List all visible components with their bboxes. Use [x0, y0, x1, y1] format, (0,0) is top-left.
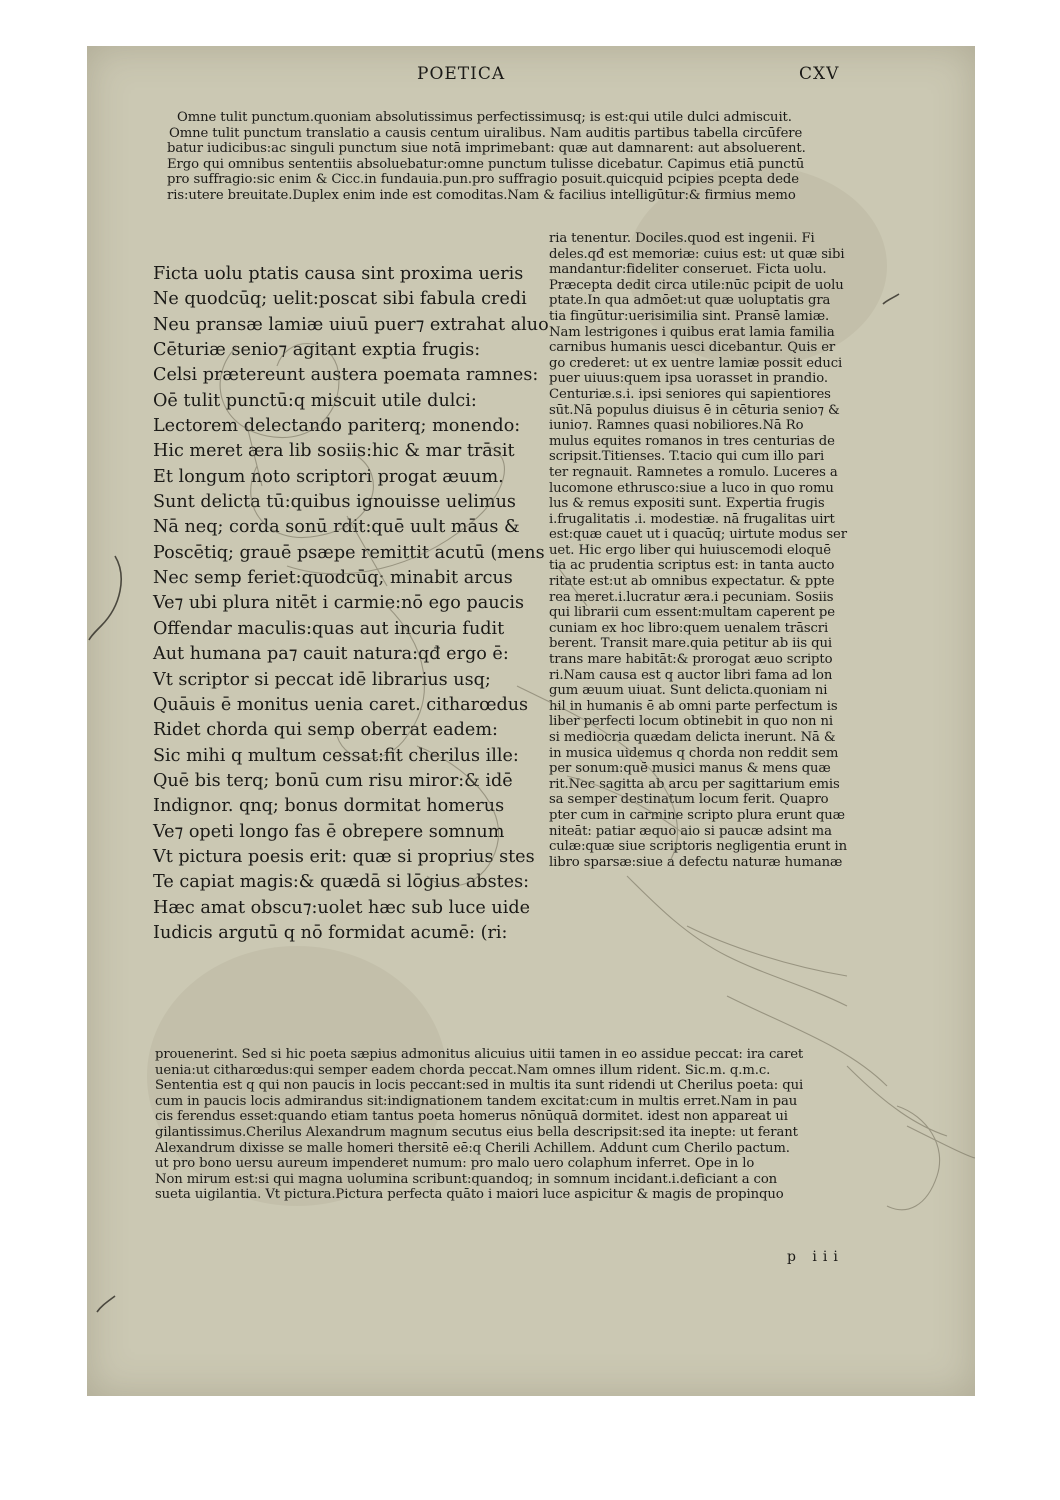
verse-line: Sic mihi q multum cessat:fit cherilus ille: — [153, 745, 519, 766]
commentary-line: prouenerint. Sed si hic poeta sæpius admonitus alicuius uitii tamen in eo assidue peccat: ira caret — [155, 1047, 804, 1062]
commentary-top — [167, 110, 806, 204]
verse-line: Te capiat magis:& quædā si lōgius abstes: — [153, 872, 530, 893]
commentary-line: sueta uigilantia. Vt pictura.Pictura perfecta quāto i maiori luce aspicitur & magis de propinquo — [155, 1187, 784, 1203]
commentary-line: go crederet: ut ex uentre lamiæ possit educi — [549, 355, 843, 371]
commentary-line: qui librarii cum essent:multam caperent pe — [549, 605, 835, 621]
commentary-line: ri.Nam causa est q auctor libri fama ad lon — [549, 667, 833, 683]
commentary-line: Ergo qui omnibus sententiis absoluebatur:omne punctum tulisse dicebatur. Capimus etiā punctū — [167, 156, 805, 172]
running-head-title: POETICA — [417, 64, 506, 84]
verse-line: Cēturiæ senio⁊ agitant exptia frugis: — [153, 340, 481, 361]
commentary-line: cum in paucis locis admirandus sit:indignationem tandem excitat:cum in multis erret.Nam in pau — [155, 1093, 798, 1109]
commentary-line: tia ac prudentia scriptus est: in tanta aucto — [549, 558, 835, 574]
commentary-line: niteāt: patiar æquo aio si paucæ adsint ma — [549, 823, 832, 839]
commentary-line: Præcepta dedit circa utile:nūc pcipit de uolu — [549, 277, 844, 293]
verse-line: Ficta uolu ptatis causa sint proxima ueris — [153, 264, 524, 284]
commentary-line: Omne tulit punctum.quoniam absolutissimus perfectissimusq; is est:qui utile dulci admiscuit. — [177, 110, 792, 125]
commentary-line: batur iudicibus:ac singuli punctum siue notā imprimebant: quæ aut damnarent: aut absoluerent. — [167, 141, 806, 157]
verse-text-block — [153, 262, 549, 946]
commentary-line: lus & remus expositi sunt. Expertia frugis — [549, 496, 825, 512]
verse-line: Nec semp feriet:quodcūq; minabit arcus — [153, 568, 513, 589]
commentary-line: trans mare habitāt:& prorogat æuo scripto — [549, 652, 833, 668]
commentary-line: Centuriæ.s.i. ipsi seniores qui sapientiores — [549, 386, 831, 402]
verse-line: Quāuis ē monitus uenia caret. citharœdus — [153, 694, 529, 715]
signature-mark: p iii — [787, 1249, 844, 1265]
verse-line: Ve⁊ ubi plura nitēt i carmie:nō ego paucis — [153, 593, 525, 614]
commentary-line: cis ferendus esset:quando etiam tantus poeta homerus nōnūquā dormitet. idest non appareat ui — [155, 1109, 788, 1125]
commentary-line: hil in humanis ē ab omni parte perfectum is — [549, 698, 838, 714]
verse-line: Nā neq; corda sonū rdit:quē uult māus & — [153, 517, 520, 538]
commentary-line: i.frugalitatis .i. modestiæ. nā frugalitas uirt — [549, 511, 835, 527]
folio-number: CXV — [799, 64, 840, 84]
commentary-line: pro suffragio:sic enim & Cicc.in fundauia.pun.pro suffragio posuit.quicquid pcipies pcepta dede — [167, 172, 799, 188]
verse-line: Poscētiq; grauē psæpe remittit acutū (mens — [153, 542, 545, 563]
commentary-line: puer uiuus:quem ipsa uorasset in prandio. — [549, 371, 828, 387]
verse-line: Lectorem delectando pariterq; monendo: — [153, 416, 521, 437]
commentary-line: gilantissimus.Cherilus Alexandrum magnum secutus eius bella descripsit:sed ita inepte: ut ferant — [155, 1124, 798, 1140]
commentary-line: uenia:ut citharœdus:qui semper eadem chorda peccat.Nam omnes illum rident. Sic.m. q.m.c. — [155, 1062, 771, 1078]
verse-line: Aut humana pa⁊ cauit natura:qđ ergo ē: — [153, 644, 509, 665]
commentary-bottom — [155, 1047, 803, 1203]
commentary-line: Omne tulit punctum translatio a causis centum uiralibus. Nam auditis partibus tabella circūfere — [169, 125, 803, 141]
commentary-line: rit.Nec sagitta ab arcu per sagittarium emis — [549, 776, 840, 792]
commentary-line: ut pro bono uersu aureum impenderet numum: pro malo uero colaphum inferret. Ope in lo — [155, 1156, 755, 1172]
commentary-line: cuniam ex hoc libro:quem uenalem trāscri — [549, 620, 829, 636]
verse-line: Et longum noto scriptori progat æuum. — [153, 466, 504, 487]
commentary-line: iunio⁊. Ramnes quasi nobiliores.Nā Ro — [549, 418, 804, 434]
verse-line: Vt scriptor si peccat idē librarius usq; — [153, 669, 491, 690]
verse-line: Ne quodcūq; uelit:poscat sibi fabula credi — [153, 289, 527, 310]
commentary-line: mulus equites romanos in tres centurias de — [549, 433, 835, 449]
verse-line: Ve⁊ opeti longo fas ē obrepere somnum — [153, 821, 505, 842]
verse-line: Iudicis argutū q nō formidat acumē: (ri: — [153, 922, 508, 943]
commentary-line: culæ:quæ siue scriptoris negligentia erunt in — [549, 839, 848, 855]
commentary-line: in musica uidemus q chorda non reddit sem — [549, 745, 839, 761]
commentary-line: gum æuum uiuat. Sunt delicta.quoniam ni — [549, 683, 828, 699]
book-page — [87, 46, 975, 1396]
commentary-line: ris:utere breuitate.Duplex enim inde est comoditas.Nam & facilius intelligūtur:& firmius memo — [167, 187, 796, 203]
verse-line: Vt pictura poesis erit: quæ si proprius stes — [153, 846, 535, 867]
verse-line: Sunt delicta tū:quibus ignouisse uelimus — [153, 492, 516, 513]
verse-line: Neu pransæ lamiæ uiuū puer⁊ extrahat aluo — [153, 314, 549, 335]
commentary-line: Non mirum est:si qui magna uolumina scribunt:quandoq; in somnum incidant.i.deficiant a con — [155, 1171, 778, 1187]
commentary-line: uet. Hic ergo liber qui huiuscemodi eloquē — [549, 542, 831, 558]
verse-line: Offendar maculis:quas aut incuria fudit — [153, 618, 505, 639]
commentary-line: tia fingūtur:uerisimilia sint. Pransē lamiæ. — [549, 308, 830, 324]
commentary-line: deles.qđ est memoriæ: cuius est: ut quæ sibi — [549, 246, 845, 262]
commentary-right-column — [549, 231, 847, 870]
commentary-line: liber perfecti locum obtinebit in quo non ni — [549, 714, 833, 730]
verse-line: Hic meret æra lib sosiis:hic & mar trāsit — [153, 441, 515, 462]
verse-line: Indignor. qnq; bonus dormitat homerus — [153, 796, 505, 817]
commentary-line: ptate.In qua admōet:ut quæ uoluptatis gra — [549, 293, 831, 309]
verse-line: Quē bis terq; bonū cum risu miror:& idē — [153, 770, 513, 791]
commentary-line: sūt.Nā populus diuisus ē in cēturia senio⁊ & — [549, 402, 840, 418]
commentary-line: Nam lestrigones i quibus erat lamia familia — [549, 324, 835, 340]
verse-line: Celsi prætereunt austera poemata ramnes: — [153, 365, 539, 386]
commentary-line: mandantur:fideliter conseruet. Ficta uolu. — [549, 262, 827, 278]
commentary-line: pter cum in carmine scripto plura erunt quæ — [549, 807, 845, 823]
commentary-line: Sententia est q qui non paucis in locis peccant:sed in multis ita sunt ridendi ut Cherilus poeta: qui — [155, 1078, 804, 1094]
commentary-line: ria tenentur. Dociles.quod est ingenii. Fi — [549, 231, 815, 246]
commentary-line: lucomone ethrusco:siue a luco in quo romu — [549, 480, 834, 496]
verse-line: Oē tulit punctū:q miscuit utile dulci: — [153, 390, 477, 411]
commentary-line: est:quæ cauet ut i quacūq; uirtute modus ser — [549, 527, 847, 543]
commentary-line: libro sparsæ:siue a defectu naturæ humanæ — [549, 854, 843, 870]
commentary-line: berent. Transit mare.quia petitur ab iis qui — [549, 636, 833, 652]
verse-line: Ridet chorda qui semp oberrat eadem: — [153, 720, 498, 741]
commentary-line: si mediocria quædam delicta inerunt. Nā & — [549, 730, 836, 745]
commentary-line: rea meret.i.lucratur æra.i pecuniam. Sosiis — [549, 589, 834, 605]
commentary-line: sa semper destinatum locum ferit. Quapro — [549, 792, 829, 808]
commentary-line: ter regnauit. Ramnetes a romulo. Luceres a — [549, 464, 838, 480]
commentary-line: ritate est:ut ab omnibus expectatur. & ppte — [549, 574, 835, 590]
commentary-line: scripsit.Titienses. T.tacio qui cum illo pari — [549, 449, 825, 465]
commentary-line: per sonum:quē musici manus & mens quæ — [549, 761, 831, 777]
verse-line: Hæc amat obscu⁊:uolet hæc sub luce uide — [153, 897, 530, 918]
commentary-line: carnibus humanis uesci dicebantur. Quis er — [549, 340, 836, 356]
commentary-line: Alexandrum dixisse se malle homeri thersitē eē:q Cherili Achillem. Addunt cum Cherilo pactum. — [155, 1140, 790, 1156]
